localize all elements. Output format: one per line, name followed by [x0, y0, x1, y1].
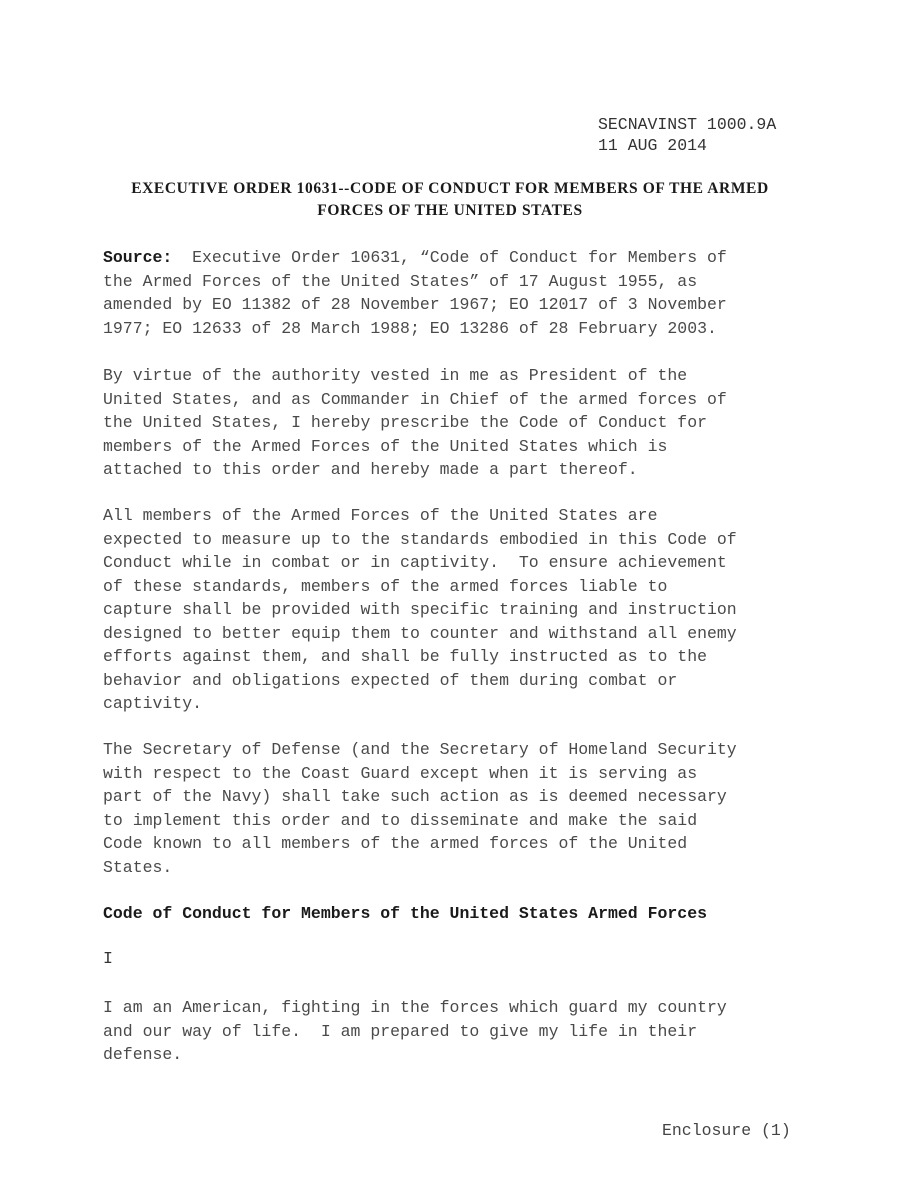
article-line: I am an American, fighting in the forces which guard my country — [103, 998, 727, 1017]
paragraph-line: designed to better equip them to counter and withstand all enemy — [103, 623, 737, 643]
paragraph-line: to implement this order and to disseminate and make the said — [103, 810, 698, 830]
paragraph-line: All members of the Armed Forces of the United States are — [103, 506, 658, 525]
paragraph-line: States. — [103, 857, 173, 877]
document-title — [100, 178, 800, 222]
code-heading: Code of Conduct for Members of the United States Armed Forces — [103, 904, 707, 923]
article-text — [103, 996, 803, 1067]
article-line: defense. — [103, 1045, 183, 1064]
source-line-4: 1977; EO 12633 of 28 March 1988; EO 13286 of 28 February 2003. — [103, 318, 717, 338]
paragraph-line: United States, and as Commander in Chief of the armed forces of — [103, 389, 727, 409]
title-line-2: FORCES OF THE UNITED STATES — [317, 202, 583, 219]
document-date: 11 AUG 2014 — [598, 136, 707, 155]
paragraph-line: expected to measure up to the standards embodied in this Code of — [103, 529, 737, 549]
article-number: I — [103, 949, 113, 968]
authority-paragraph — [103, 364, 803, 482]
source-line-1 — [103, 246, 803, 270]
paragraph-line: with respect to the Coast Guard except when it is serving as — [103, 763, 698, 783]
paragraph-line: The Secretary of Defense (and the Secretary of Homeland Security — [103, 740, 737, 759]
paragraph-line: By virtue of the authority vested in me as President of the — [103, 366, 688, 385]
paragraph-line: members of the Armed Forces of the United States which is — [103, 436, 668, 456]
source-paragraph — [103, 246, 803, 340]
source-label: Source: — [103, 248, 173, 267]
paragraph-line: attached to this order and hereby made a part thereof. — [103, 460, 638, 479]
article-line: and our way of life. I am prepared to give my life in their — [103, 1021, 698, 1041]
standards-paragraph — [103, 504, 803, 716]
paragraph-line: the United States, I hereby prescribe the Code of Conduct for — [103, 413, 707, 432]
document-header — [598, 114, 776, 156]
instruction-number: SECNAVINST 1000.9A — [598, 115, 777, 134]
source-line-2: the Armed Forces of the United States” of 17 August 1955, as — [103, 271, 698, 291]
paragraph-line: efforts against them, and shall be fully instructed as to the — [103, 647, 707, 666]
paragraph-line: Code known to all members of the armed forces of the United — [103, 834, 688, 853]
source-text-1: Executive Order 10631, “Code of Conduct for Members of — [172, 248, 727, 267]
enclosure-footer: Enclosure (1) — [662, 1121, 791, 1140]
paragraph-line: of these standards, members of the armed forces liable to — [103, 576, 668, 596]
paragraph-line: capture shall be provided with specific training and instruction — [103, 600, 737, 619]
source-line-3: amended by EO 11382 of 28 November 1967; EO 12017 of 3 November — [103, 295, 727, 314]
paragraph-line: Conduct while in combat or in captivity. To ensure achievement — [103, 553, 727, 572]
paragraph-line: behavior and obligations expected of them during combat or — [103, 670, 678, 690]
secretary-paragraph — [103, 738, 803, 879]
paragraph-line: part of the Navy) shall take such action as is deemed necessary — [103, 787, 727, 806]
title-line-1: EXECUTIVE ORDER 10631--CODE OF CONDUCT FOR MEMBERS OF THE ARMED — [131, 180, 769, 197]
paragraph-line: captivity. — [103, 694, 203, 713]
